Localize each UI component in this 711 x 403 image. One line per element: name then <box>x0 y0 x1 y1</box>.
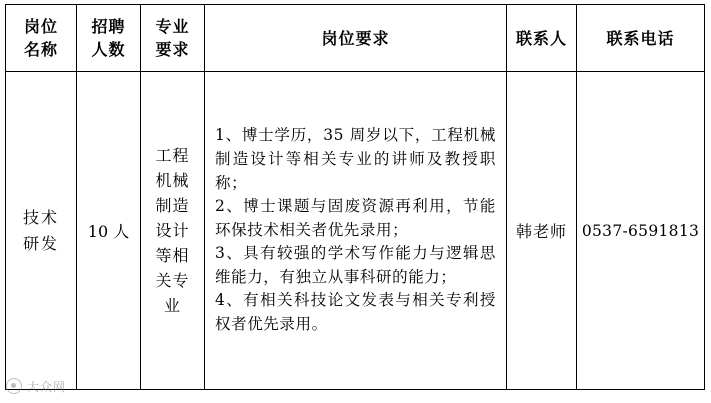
requirement-item: 1、博士学历，35 周岁以下，工程机械制造设计等相关专业的讲师及教授职称； <box>215 126 496 192</box>
requirement-item: 3、具有较强的学术写作能力与逻辑思维能力，有独立从事科研的能力； <box>215 244 496 286</box>
header-count-line1: 招聘 <box>91 17 126 36</box>
header-major <box>141 5 205 72</box>
header-requirements: 岗位要求 <box>205 5 507 72</box>
post-name-line1: 技术 <box>22 207 59 227</box>
header-count <box>77 5 141 72</box>
header-phone: 联系电话 <box>577 5 705 72</box>
cell-post-name <box>6 72 77 390</box>
table-row <box>6 72 705 390</box>
cell-phone: 0537-6591813 <box>577 72 705 390</box>
requirement-item: 2、博士课题与固废资源再利用，节能环保技术相关者优先录用； <box>215 197 496 239</box>
cell-requirements <box>205 72 507 390</box>
cell-major <box>141 72 205 390</box>
header-contact: 联系人 <box>507 5 577 72</box>
header-major-line2: 要求 <box>155 40 190 59</box>
header-post-name-line2: 名称 <box>23 40 58 59</box>
watermark-text: 大众网 <box>27 379 67 394</box>
cell-contact: 韩老师 <box>507 72 577 390</box>
header-major-line1: 专业 <box>155 17 190 36</box>
header-count-line2: 人数 <box>91 40 126 59</box>
table-header-row <box>6 5 705 72</box>
recruitment-table <box>5 4 705 390</box>
requirement-item: 4、有相关科技论文发表与相关专利授权者优先录用。 <box>215 291 496 334</box>
watermark-logo-icon <box>6 378 22 394</box>
watermark <box>6 375 66 397</box>
cell-count: 10 人 <box>77 72 141 390</box>
post-name-line2: 研发 <box>22 233 59 253</box>
header-post-name <box>6 5 77 72</box>
major-text: 工程机械制造设计等相关专业 <box>155 146 190 315</box>
header-post-name-line1: 岗位 <box>23 17 58 36</box>
